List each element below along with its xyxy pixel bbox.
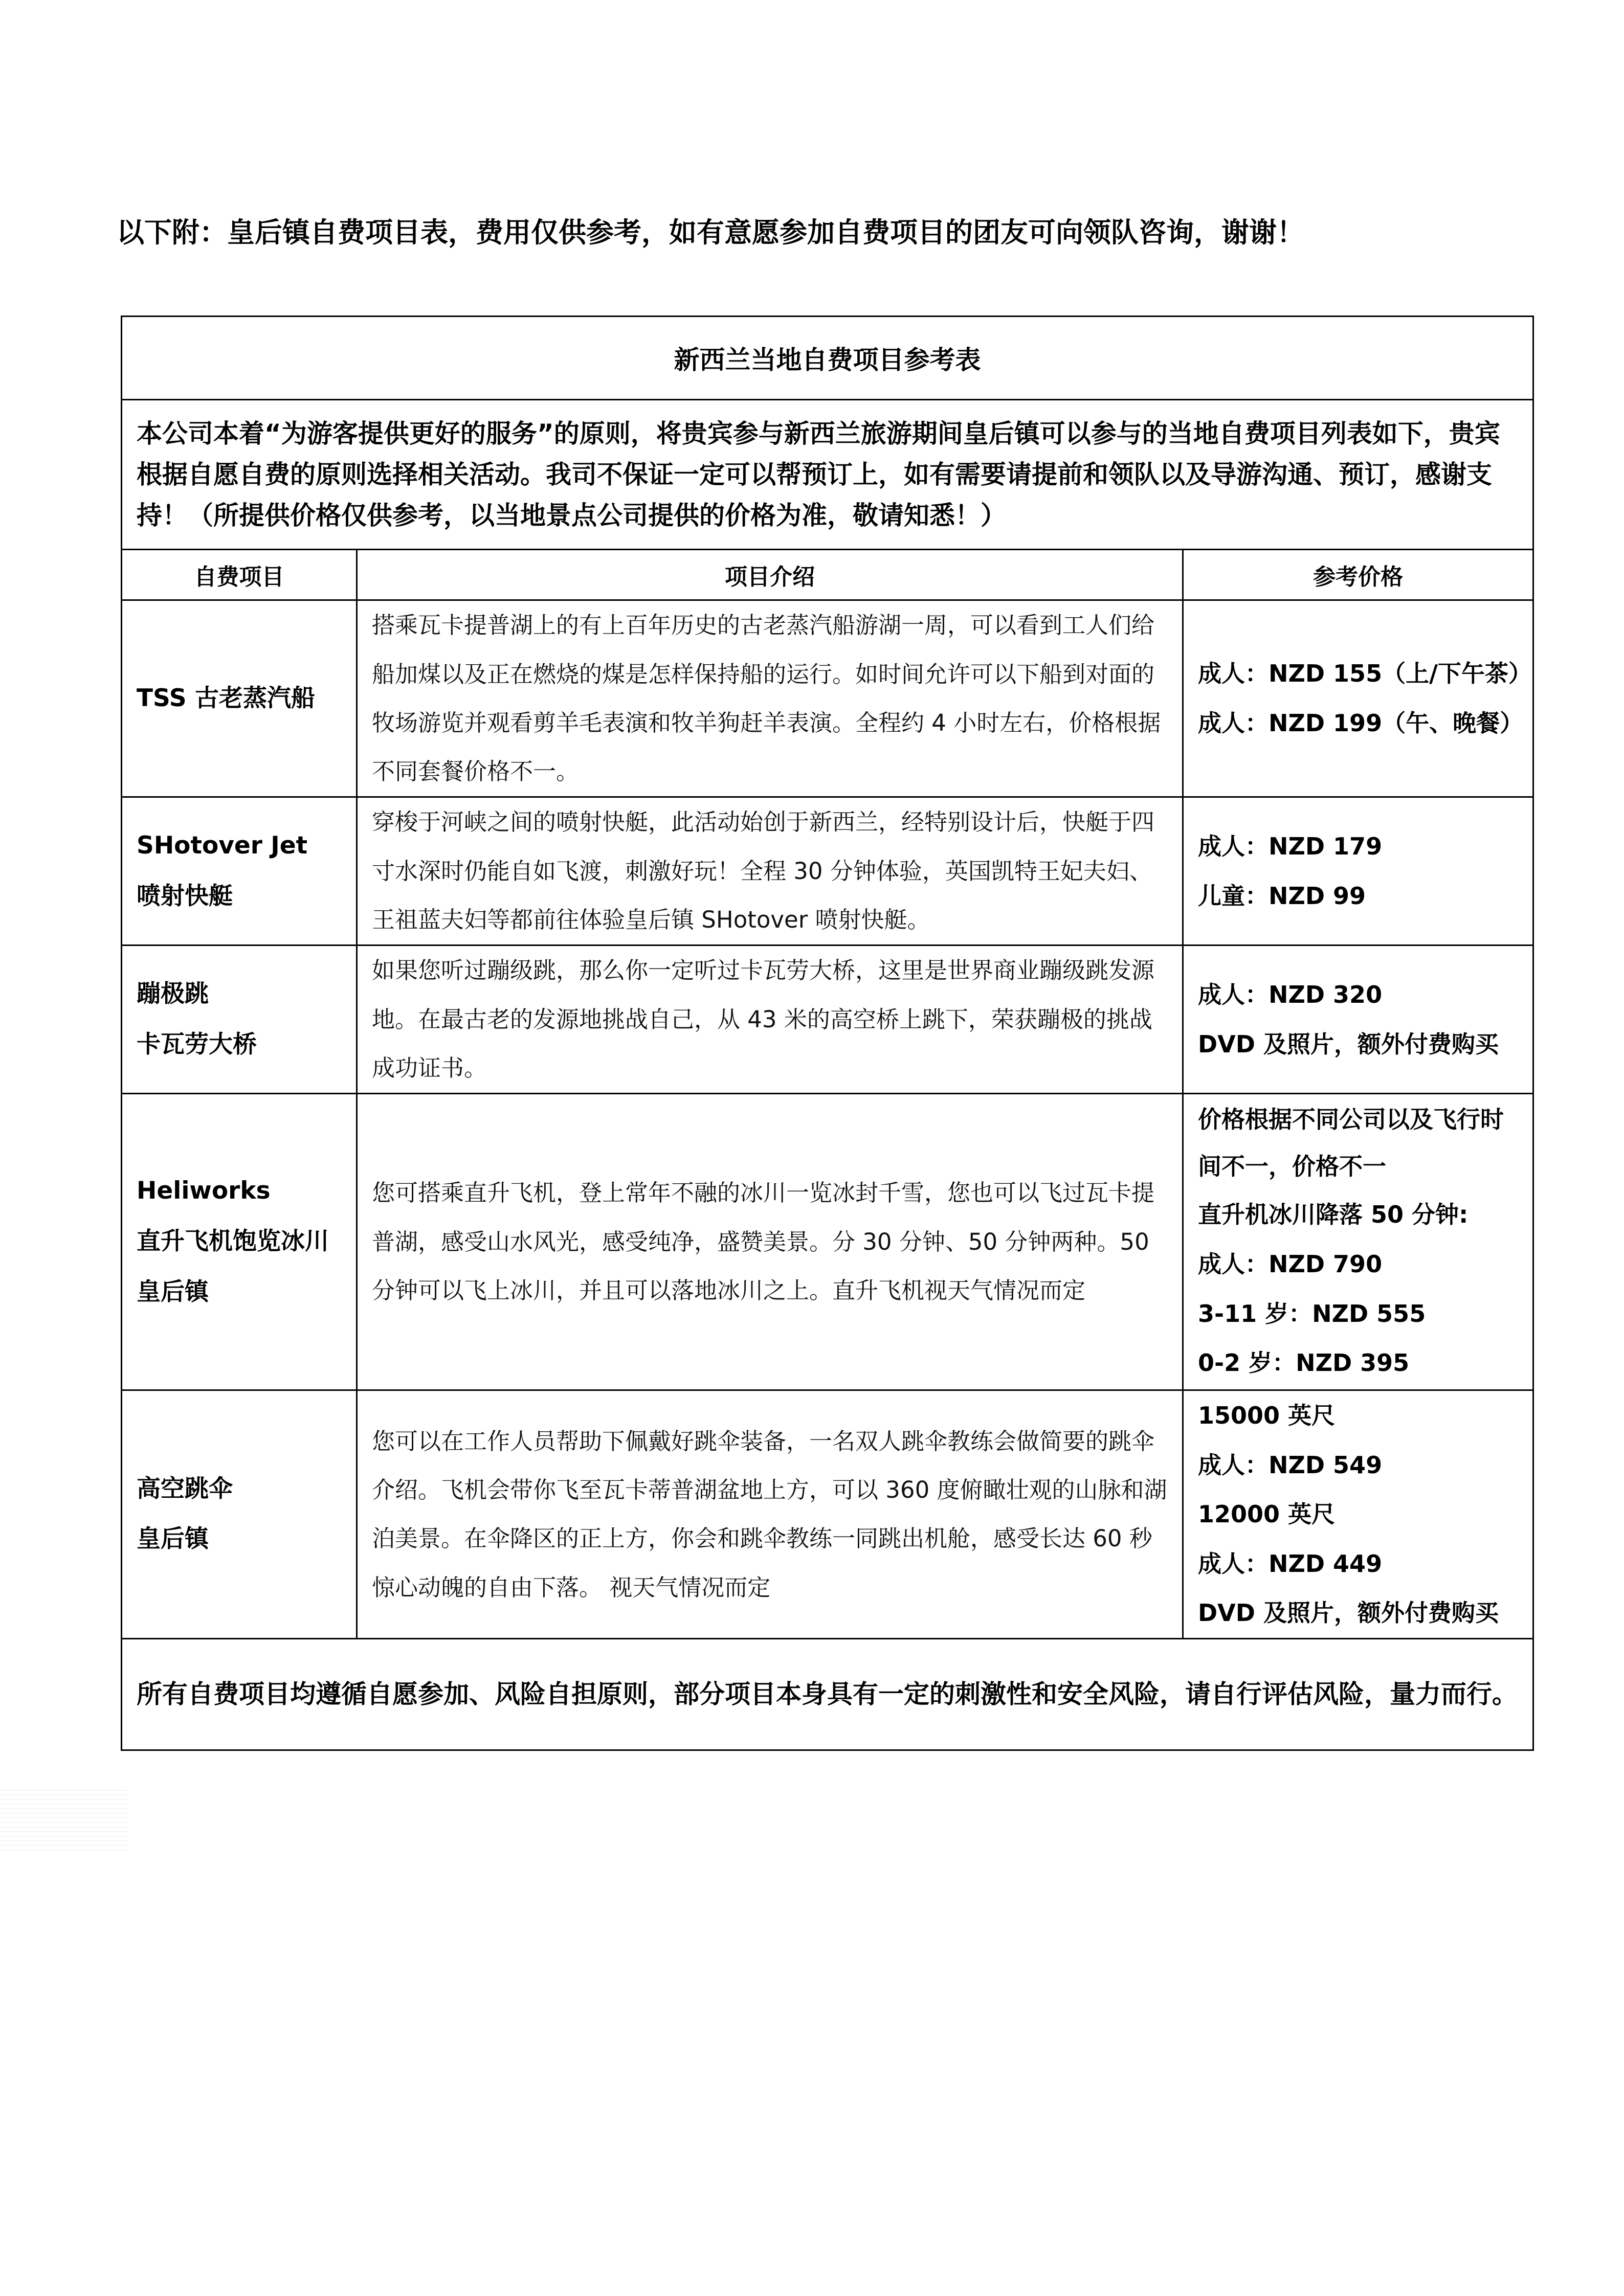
project-name: 皇后镇: [137, 1277, 209, 1306]
project-price-cell: [1183, 1390, 1533, 1639]
intro-text: 以下附：皇后镇自费项目表，费用仅供参考，如有意愿参加自费项目的团友可向领队咨询，谢谢！: [117, 216, 1304, 249]
project-name: Heliworks: [137, 1177, 271, 1205]
project-price-cell: [1183, 1094, 1533, 1390]
price-line: 价格根据不同公司以及飞行时间不一，价格不一: [1198, 1106, 1504, 1181]
price-line: 成人：NZD 549: [1198, 1451, 1383, 1479]
project-name-cell: [122, 1094, 357, 1390]
project-name: SHotover Jet: [137, 831, 308, 860]
table-footer: 所有自费项目均遵循自愿参加、风险自担原则，部分项目本身具有一定的刺激性和安全风险，请自行评估风险，量力而行。: [122, 1638, 1533, 1750]
price-line: 成人：NZD 179: [1198, 832, 1383, 860]
optional-activities-table: [121, 316, 1534, 1751]
header-intro: 项目介绍: [357, 550, 1183, 600]
project-name: 卡瓦劳大桥: [137, 1030, 257, 1059]
header-project: 自费项目: [122, 550, 357, 600]
price-line: 成人：NZD 449: [1198, 1549, 1383, 1578]
table-row: [122, 1094, 1533, 1390]
price-line: 0-2 岁：NZD 395: [1198, 1349, 1410, 1377]
price-line: DVD 及照片，额外付费购买: [1198, 1599, 1499, 1627]
price-line: DVD 及照片，额外付费购买: [1198, 1030, 1499, 1058]
table-title-row: [122, 317, 1533, 400]
price-line: 成人：NZD 155（上/下午茶）: [1198, 660, 1532, 688]
project-name: TSS 古老蒸汽船: [137, 684, 316, 712]
price-line: 直升机冰川降落 50 分钟:: [1198, 1201, 1469, 1229]
table-row: [122, 797, 1533, 946]
footer-row: [122, 1638, 1533, 1750]
table-row: [122, 1390, 1533, 1639]
price-line: 儿童：NZD 99: [1198, 882, 1366, 910]
project-description: 搭乘瓦卡提普湖上的有上百年历史的古老蒸汽船游湖一周，可以看到工人们给船加煤以及正在燃烧的煤是怎样保持船的运行。如时间允许可以下船到对面的牧场游览并观看剪羊毛表演和牧羊狗赶羊表演。全程约 4 小时左右，价格根据不同套餐价格不一。: [357, 600, 1183, 797]
project-price-cell: [1183, 797, 1533, 946]
project-description: 如果您听过蹦级跳，那么你一定听过卡瓦劳大桥，这里是世界商业蹦级跳发源地。在最古老的发源地挑战自己，从 43 米的高空桥上跳下，荣获蹦极的挑战成功证书。: [357, 946, 1183, 1094]
price-line: 成人：NZD 320: [1198, 980, 1383, 1008]
table-notice: 本公司本着“为游客提供更好的服务”的原则，将贵宾参与新西兰旅游期间皇后镇可以参与的当地自费项目列表如下，贵宾根据自愿自费的原则选择相关活动。我司不保证一定可以帮预订上，如有需要请提前和领队以及导游沟通、预订，感谢支持！（所提供价格仅供参考，以当地景点公司提供的价格为准，敬请知悉！）: [122, 400, 1533, 550]
table-row: [122, 600, 1533, 797]
project-description: 您可以在工作人员帮助下佩戴好跳伞装备，一名双人跳伞教练会做简要的跳伞介绍。飞机会带你飞至瓦卡蒂普湖盆地上方，可以 360 度俯瞰壮观的山脉和湖泊美景。在伞降区的正上方，你会和跳伞教练一同跳出机舱，感受长达 60 秒惊心动魄的自由下落。 视天气情况而定: [357, 1390, 1183, 1639]
project-name: 蹦极跳: [137, 979, 209, 1008]
project-name: 喷射快艇: [137, 882, 233, 910]
price-line: 15000 英尺: [1198, 1402, 1336, 1429]
project-name-cell: [122, 946, 357, 1094]
project-name: 高空跳伞: [137, 1474, 233, 1503]
project-name-cell: [122, 1390, 357, 1639]
table-title: 新西兰当地自费项目参考表: [122, 317, 1533, 400]
project-name-cell: [122, 600, 357, 797]
scan-artifact: [0, 1790, 128, 1851]
table-row: [122, 946, 1533, 1094]
header-row: [122, 550, 1533, 600]
price-line: 3-11 岁：NZD 555: [1198, 1299, 1426, 1327]
header-price: 参考价格: [1183, 550, 1533, 600]
project-price-cell: [1183, 600, 1533, 797]
price-line: 成人：NZD 199（午、晚餐）: [1198, 709, 1524, 737]
project-description: 您可搭乘直升飞机，登上常年不融的冰川一览冰封千雪，您也可以飞过瓦卡提普湖，感受山水风光，感受纯净，盛赞美景。分 30 分钟、50 分钟两种。50 分钟可以飞上冰川，并且可以落地冰川之上。直升飞机视天气情况而定: [357, 1094, 1183, 1390]
price-line: 成人：NZD 790: [1198, 1250, 1383, 1278]
project-name: 皇后镇: [137, 1525, 209, 1554]
project-name-cell: [122, 797, 357, 946]
price-line: 12000 英尺: [1198, 1500, 1336, 1528]
project-name: 直升飞机饱览冰川: [137, 1227, 329, 1256]
project-description: 穿梭于河峡之间的喷射快艇，此活动始创于新西兰，经特别设计后，快艇于四寸水深时仍能自如飞渡，刺激好玩！全程 30 分钟体验，英国凯特王妃夫妇、王祖蓝夫妇等都前往体验皇后镇 SHotover 喷射快艇。: [357, 797, 1183, 946]
project-price-cell: [1183, 946, 1533, 1094]
notice-row: [122, 400, 1533, 550]
